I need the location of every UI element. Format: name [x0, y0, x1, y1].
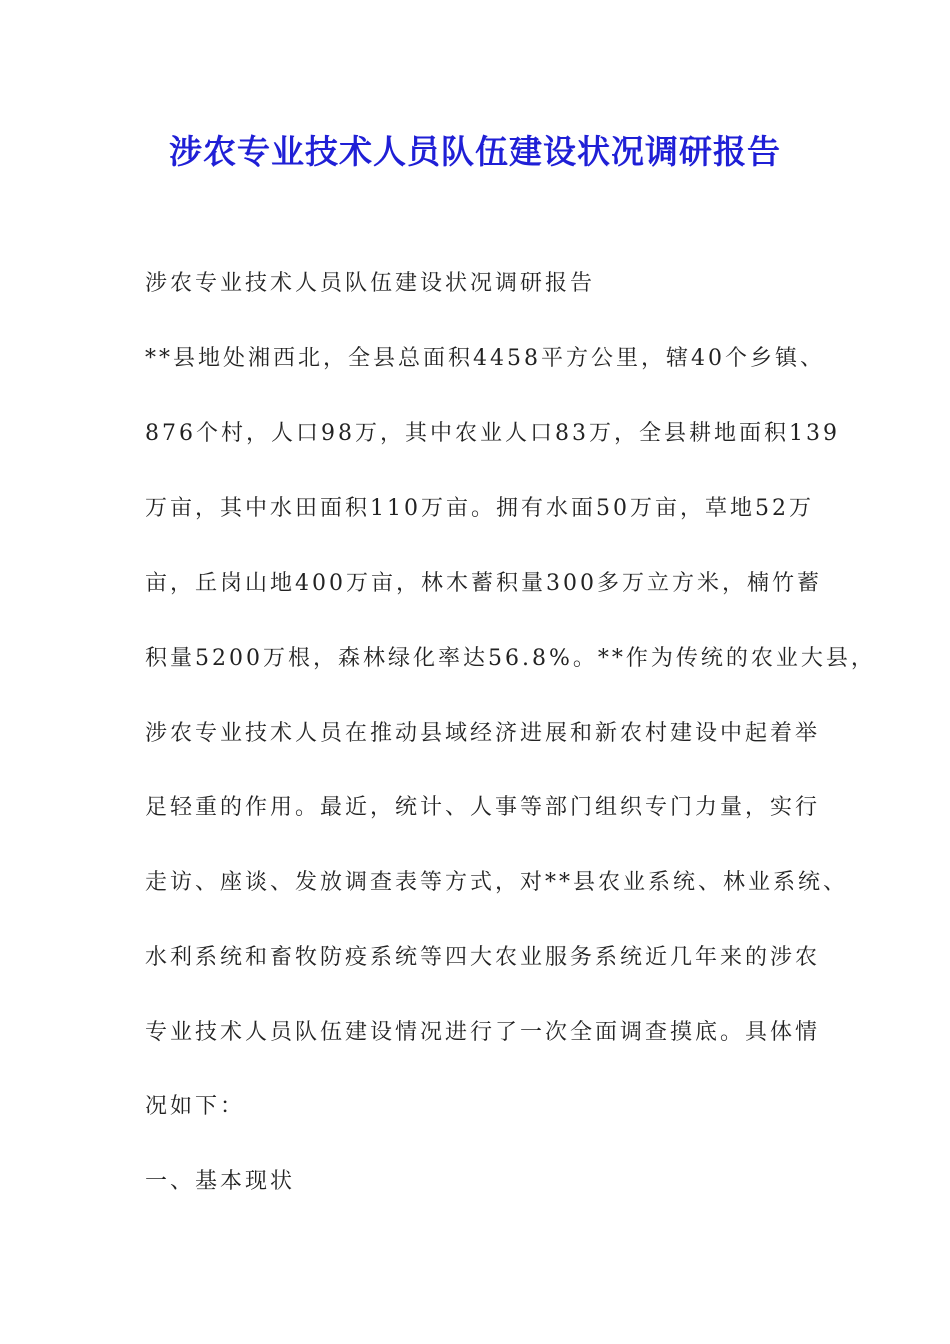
body-line: 足轻重的作用。最近，统计、人事等部门组织专门力量，实行	[145, 795, 821, 820]
body-line: 水利系统和畜牧防疫系统等四大农业服务系统近几年来的涉农	[145, 945, 821, 970]
document-title: 涉农专业技术人员队伍建设状况调研报告	[169, 132, 781, 171]
body-line: 876个村，人口98万，其中农业人口83万，全县耕地面积139	[145, 421, 840, 446]
document-subtitle: 涉农专业技术人员队伍建设状况调研报告	[145, 271, 596, 296]
section-heading: 一、基本现状	[145, 1169, 296, 1194]
body-line: 亩，丘岗山地400万亩，林木蓄积量300多万立方米，楠竹蓄	[145, 571, 822, 596]
body-line: 积量5200万根，森林绿化率达56.8%。**作为传统的农业大县，	[145, 646, 876, 671]
body-line: 万亩，其中水田面积110万亩。拥有水面50万亩，草地52万	[145, 496, 814, 521]
body-line: **县地处湘西北，全县总面积4458平方公里，辖40个乡镇、	[145, 346, 825, 371]
body-line: 况如下：	[145, 1094, 246, 1119]
body-line: 走访、座谈、发放调查表等方式，对**县农业系统、林业系统、	[145, 870, 849, 895]
body-line: 涉农专业技术人员在推动县域经济进展和新农村建设中起着举	[145, 721, 821, 746]
body-line: 专业技术人员队伍建设情况进行了一次全面调查摸底。具体情	[145, 1020, 821, 1045]
